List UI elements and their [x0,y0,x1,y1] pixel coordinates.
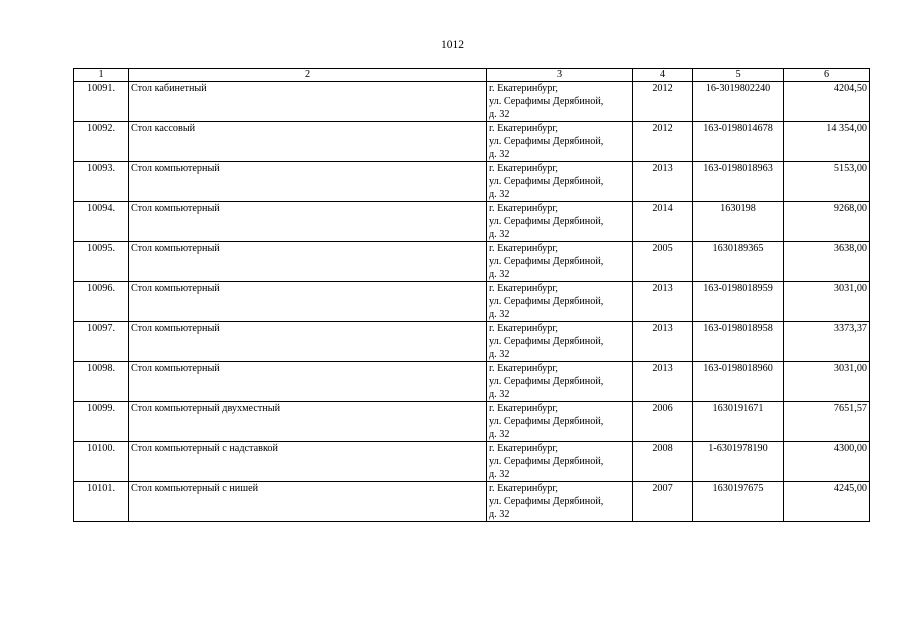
address-line: д. 32 [489,229,510,240]
address-line: г. Екатеринбург, [489,483,558,494]
row-number-cell: 10101. [74,482,129,522]
row-number-cell: 10095. [74,242,129,282]
address-line: д. 32 [489,349,510,360]
address-line: д. 32 [489,149,510,160]
cost-cell: 7651,57 [784,402,870,442]
item-name-cell: Стол компьютерный с нишей [129,482,487,522]
row-number-cell: 10097. [74,322,129,362]
address-cell [487,402,633,442]
row-number-cell: 10092. [74,122,129,162]
address-line: г. Екатеринбург, [489,403,558,414]
table-body [74,82,870,522]
address-cell [487,122,633,162]
inventory-number-cell: 163-0198018963 [693,162,784,202]
year-cell: 2013 [633,162,693,202]
address-line: д. 32 [489,389,510,400]
address-line: ул. Серафимы Дерябиной, [489,256,604,267]
address-line: д. 32 [489,469,510,480]
table-header-row [74,69,870,82]
cost-cell: 9268,00 [784,202,870,242]
address-line: г. Екатеринбург, [489,443,558,454]
address-line: ул. Серафимы Дерябиной, [489,456,604,467]
column-header: 2 [129,69,487,82]
table-row [74,82,870,122]
inventory-number-cell: 163-0198018960 [693,362,784,402]
row-number-cell: 10093. [74,162,129,202]
address-line: ул. Серафимы Дерябиной, [489,176,604,187]
row-number-cell: 10099. [74,402,129,442]
address-cell [487,442,633,482]
address-line: ул. Серафимы Дерябиной, [489,96,604,107]
cost-cell: 3638,00 [784,242,870,282]
address-line: д. 32 [489,509,510,520]
item-name-cell: Стол компьютерный [129,362,487,402]
item-name-cell: Стол кабинетный [129,82,487,122]
address-cell [487,282,633,322]
address-cell [487,322,633,362]
address-line: ул. Серафимы Дерябиной, [489,136,604,147]
cost-cell: 3031,00 [784,282,870,322]
row-number-cell: 10094. [74,202,129,242]
address-line: г. Екатеринбург, [489,243,558,254]
address-line: г. Екатеринбург, [489,163,558,174]
inventory-number-cell: 1630189365 [693,242,784,282]
cost-cell: 14 354,00 [784,122,870,162]
table-row [74,242,870,282]
page-number: 1012 [441,39,464,51]
address-line: ул. Серафимы Дерябиной, [489,376,604,387]
item-name-cell: Стол кассовый [129,122,487,162]
address-cell [487,202,633,242]
table-row [74,362,870,402]
year-cell: 2012 [633,122,693,162]
address-line: д. 32 [489,189,510,200]
row-number-cell: 10091. [74,82,129,122]
address-line: г. Екатеринбург, [489,363,558,374]
address-line: ул. Серафимы Дерябиной, [489,496,604,507]
year-cell: 2008 [633,442,693,482]
address-cell [487,362,633,402]
inventory-number-cell: 1630191671 [693,402,784,442]
column-header: 1 [74,69,129,82]
inventory-number-cell: 163-0198018958 [693,322,784,362]
table-row [74,482,870,522]
cost-cell: 3373,37 [784,322,870,362]
year-cell: 2006 [633,402,693,442]
address-line: д. 32 [489,269,510,280]
address-line: г. Екатеринбург, [489,203,558,214]
inventory-number-cell: 1630198 [693,202,784,242]
address-line: д. 32 [489,309,510,320]
inventory-number-cell: 1630197675 [693,482,784,522]
inventory-number-cell: 16-3019802240 [693,82,784,122]
table-row [74,402,870,442]
table-row [74,322,870,362]
row-number-cell: 10098. [74,362,129,402]
item-name-cell: Стол компьютерный двухместный [129,402,487,442]
address-line: д. 32 [489,429,510,440]
table-row [74,122,870,162]
address-cell [487,162,633,202]
item-name-cell: Стол компьютерный [129,202,487,242]
item-name-cell: Стол компьютерный [129,282,487,322]
year-cell: 2013 [633,362,693,402]
address-line: ул. Серафимы Дерябиной, [489,216,604,227]
table-row [74,282,870,322]
table-row [74,162,870,202]
table-row [74,202,870,242]
year-cell: 2013 [633,282,693,322]
property-table [73,68,870,522]
item-name-cell: Стол компьютерный [129,322,487,362]
cost-cell: 3031,00 [784,362,870,402]
item-name-cell: Стол компьютерный с надставкой [129,442,487,482]
cost-cell: 5153,00 [784,162,870,202]
column-header: 5 [693,69,784,82]
row-number-cell: 10096. [74,282,129,322]
year-cell: 2013 [633,322,693,362]
address-line: д. 32 [489,109,510,120]
table-row [74,442,870,482]
year-cell: 2012 [633,82,693,122]
address-line: ул. Серафимы Дерябиной, [489,296,604,307]
address-line: ул. Серафимы Дерябиной, [489,336,604,347]
cost-cell: 4245,00 [784,482,870,522]
inventory-number-cell: 163-0198018959 [693,282,784,322]
address-line: г. Екатеринбург, [489,83,558,94]
year-cell: 2014 [633,202,693,242]
address-line: г. Екатеринбург, [489,283,558,294]
address-cell [487,242,633,282]
cost-cell: 4300,00 [784,442,870,482]
column-header: 3 [487,69,633,82]
item-name-cell: Стол компьютерный [129,242,487,282]
year-cell: 2005 [633,242,693,282]
row-number-cell: 10100. [74,442,129,482]
address-cell [487,482,633,522]
address-line: г. Екатеринбург, [489,323,558,334]
item-name-cell: Стол компьютерный [129,162,487,202]
column-header: 6 [784,69,870,82]
year-cell: 2007 [633,482,693,522]
address-line: г. Екатеринбург, [489,123,558,134]
address-cell [487,82,633,122]
inventory-number-cell: 163-0198014678 [693,122,784,162]
inventory-number-cell: 1-6301978190 [693,442,784,482]
cost-cell: 4204,50 [784,82,870,122]
column-header: 4 [633,69,693,82]
address-line: ул. Серафимы Дерябиной, [489,416,604,427]
